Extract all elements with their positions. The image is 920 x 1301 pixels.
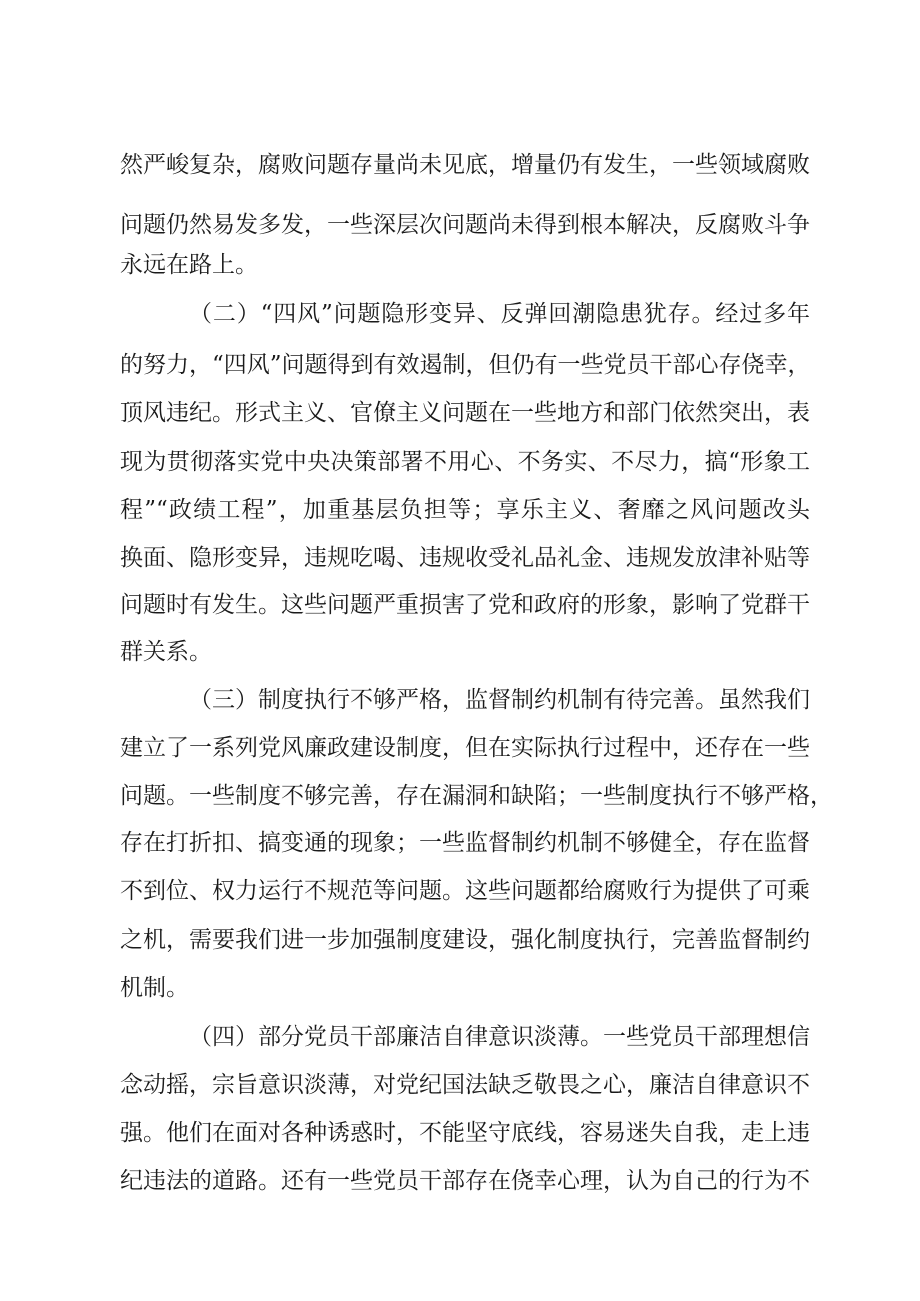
- body-text-line: 存在打折扣、搞变通的现象；一些监督制约机制不够健全，存在监督: [120, 830, 810, 856]
- body-text-line: 问题时有发生。这些问题严重损害了党和政府的形象，影响了党群干: [120, 592, 810, 618]
- section-heading-line: （二）“四风”问题隐形变异、反弹回潮隐患犹存。经过多年: [189, 301, 810, 327]
- body-text-line: 建立了一系列党风廉政建设制度，但在实际执行过程中，还存在一些: [120, 735, 810, 761]
- body-text-line: 换面、隐形变异，违规吃喝、违规收受礼品礼金、违规发放津补贴等: [120, 545, 810, 571]
- body-text-line: 机制。: [120, 975, 189, 1001]
- body-text-line: 强。他们在面对各种诱惑时，不能坚守底线，容易迷失自我，走上违: [120, 1120, 810, 1146]
- body-text-line: 顶风违纪。形式主义、官僚主义问题在一些地方和部门依然突出，表: [120, 400, 810, 426]
- body-text-line: 然严峻复杂，腐败问题存量尚未见底，增量仍有发生，一些领域腐败: [120, 152, 810, 178]
- body-text-line: 不到位、权力运行不规范等问题。这些问题都给腐败行为提供了可乘: [120, 878, 810, 904]
- body-text-line: 问题仍然易发多发，一些深层次问题尚未得到根本解决，反腐败斗争: [120, 212, 810, 238]
- body-text-line: 程”“政绩工程”，加重基层负担等；享乐主义、奢靡之风问题改头: [120, 497, 810, 523]
- body-text-line: 念动摇，宗旨意识淡薄，对党纪国法缺乏敬畏之心，廉洁自律意识不: [120, 1072, 810, 1098]
- body-text-line: 纪违法的道路。还有一些党员干部存在侥幸心理，认为自己的行为不: [120, 1168, 810, 1194]
- body-text-line: 问题。一些制度不够完善，存在漏洞和缺陷；一些制度执行不够严格，: [120, 783, 833, 809]
- body-text-line: 之机，需要我们进一步加强制度建设，强化制度执行，完善监督制约: [120, 927, 810, 953]
- body-text-line: 永远在路上。: [120, 252, 258, 278]
- body-text-line: 的努力，“四风”问题得到有效遏制，但仍有一些党员干部心存侥幸，: [120, 352, 811, 378]
- section-heading-line: （四）部分党员干部廉洁自律意识淡薄。一些党员干部理想信: [189, 1024, 810, 1050]
- body-text-line: 群关系。: [120, 639, 212, 665]
- body-text-line: 现为贯彻落实党中央决策部署不用心、不务实、不尽力，搞“形象工: [120, 449, 810, 475]
- section-heading-line: （三）制度执行不够严格，监督制约机制有待完善。虽然我们: [189, 687, 810, 713]
